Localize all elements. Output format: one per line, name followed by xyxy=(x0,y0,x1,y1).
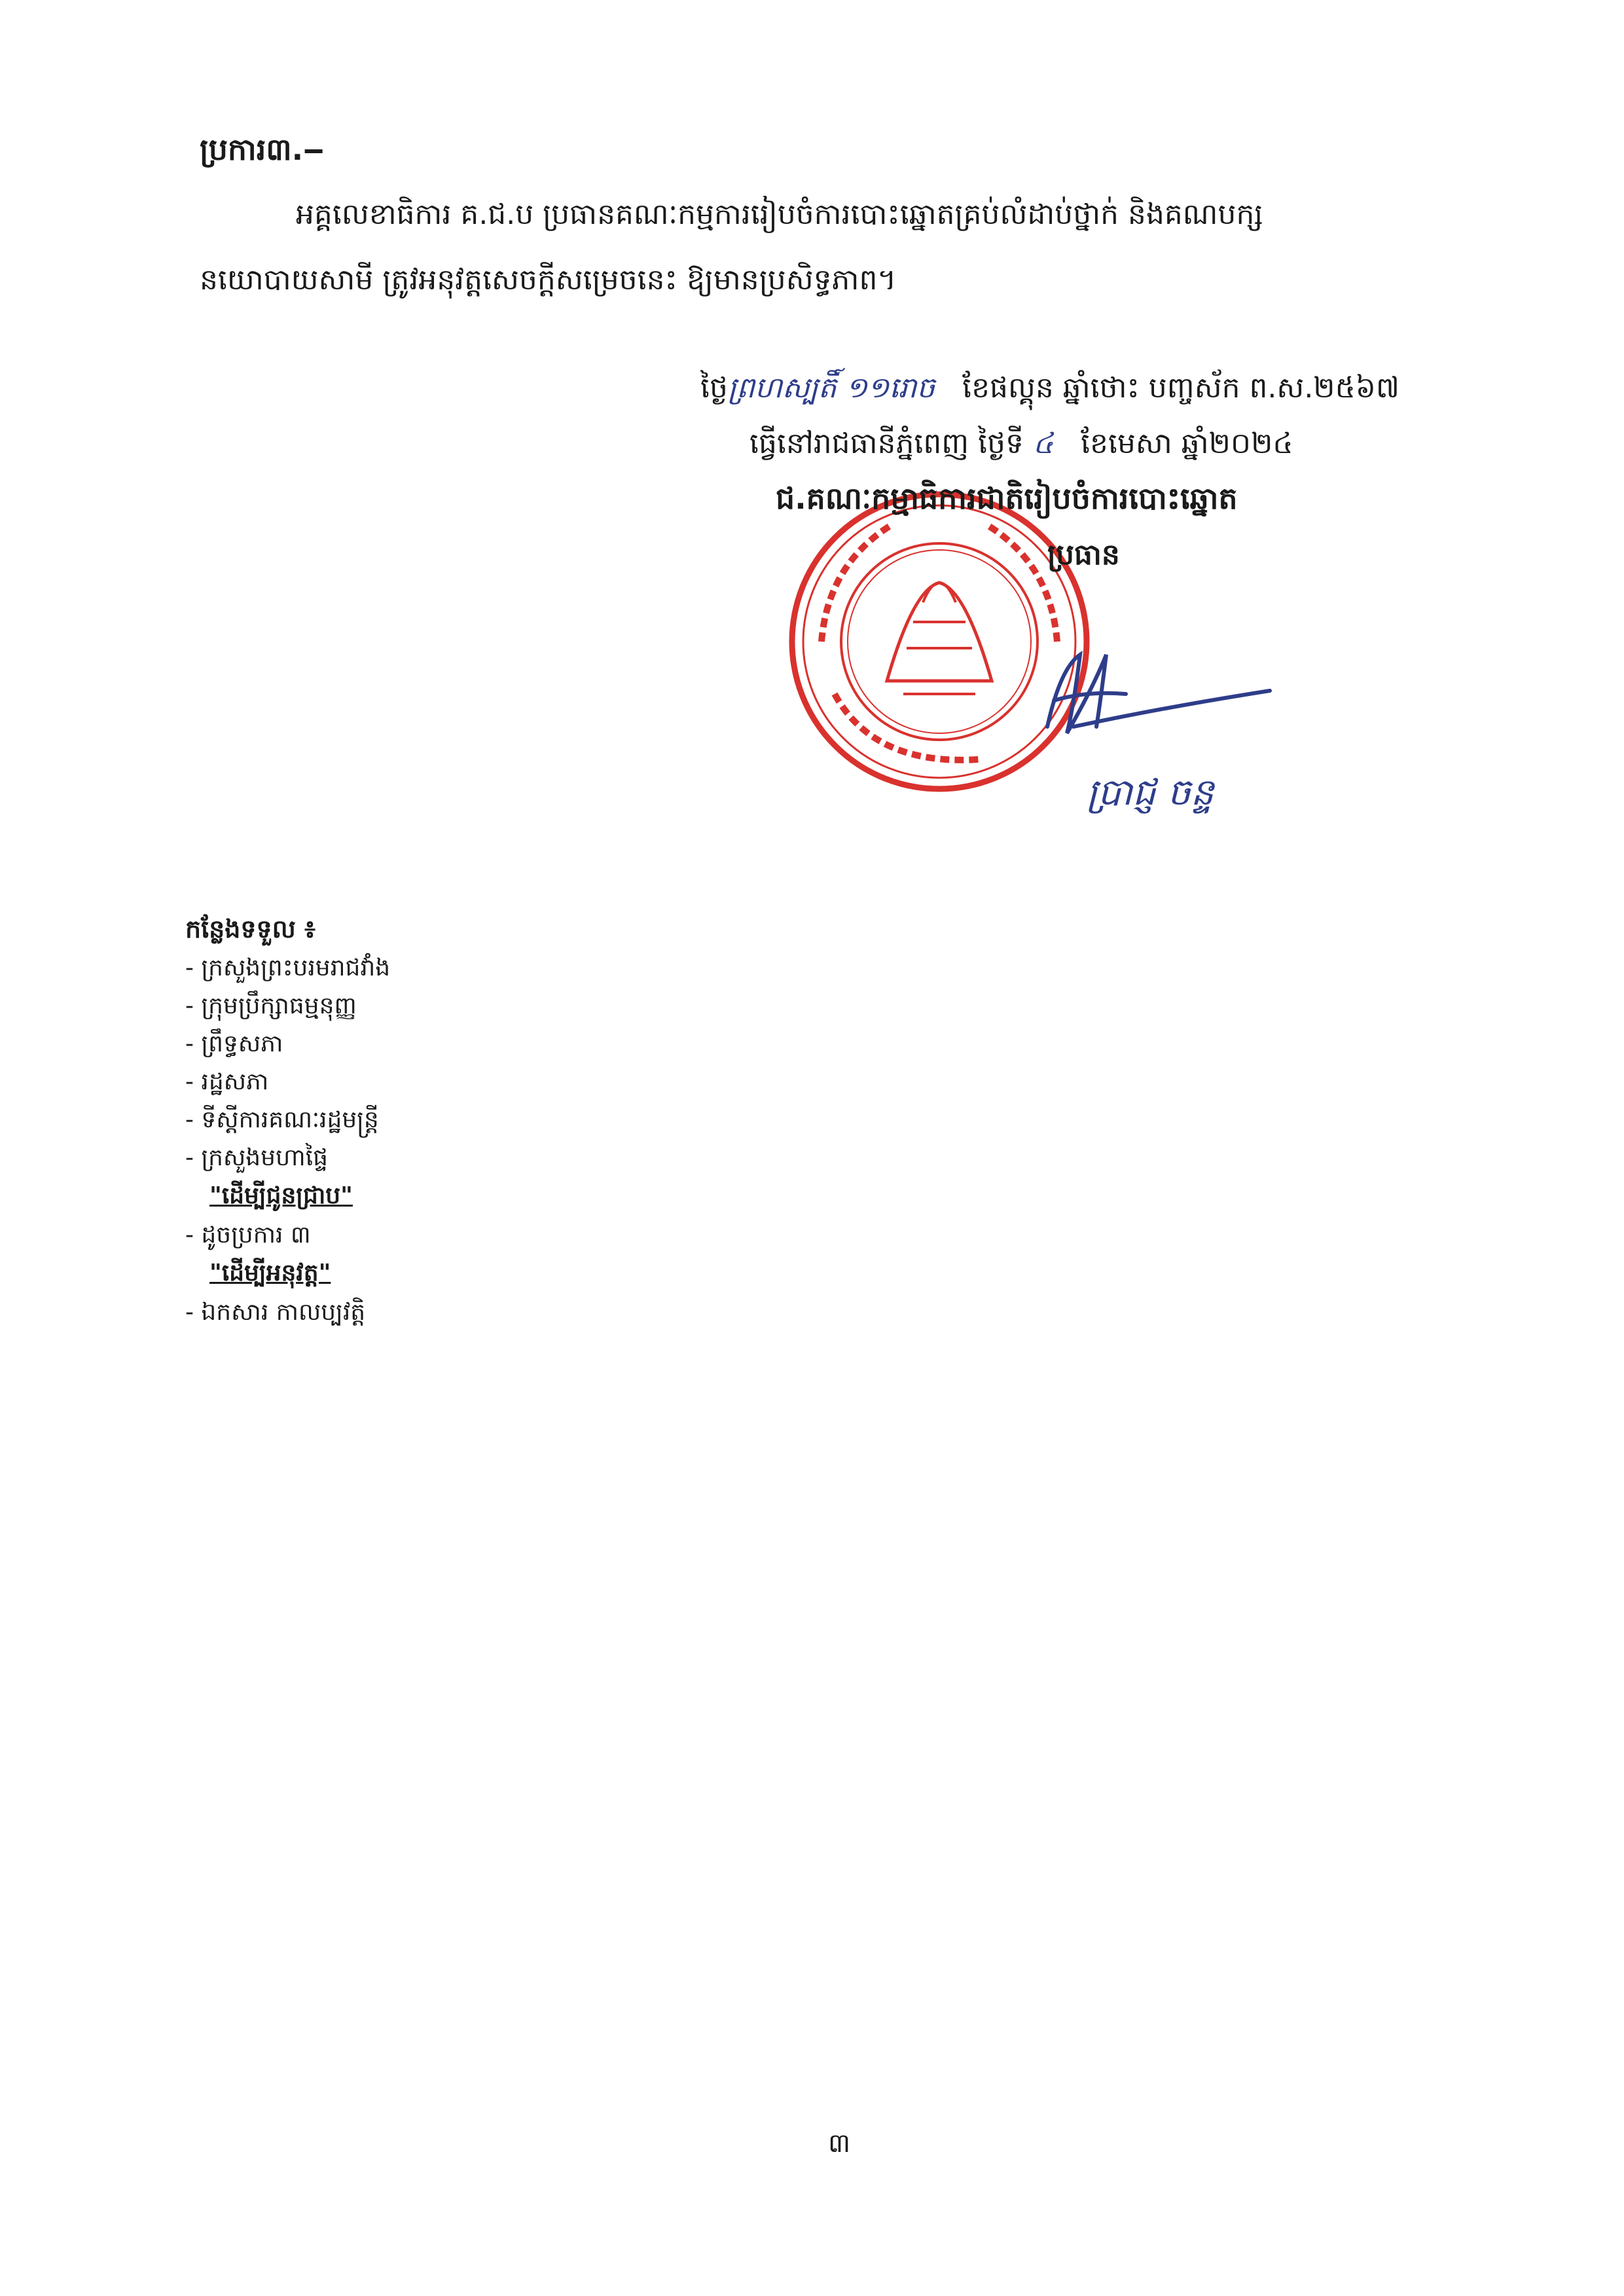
recipient-item: - ក្រសួងមហាផ្ទៃ xyxy=(185,1144,328,1171)
body-line-2: នយោបាយសាមី ត្រូវអនុវត្តសេចក្ដីសម្រេចនេះ ឱ្យមានប្រសិទ្ធភាព។ xyxy=(200,263,897,297)
page-number: ៣ xyxy=(828,2128,851,2159)
lunar-handwritten: ព្រហស្បតិ៍ ១១រោច xyxy=(727,371,935,405)
solar-rest: ខែមេសា ឆ្នាំ២០២៤ xyxy=(1081,427,1293,460)
purpose-implement: "ដើម្បីអនុវត្ត" xyxy=(209,1260,331,1286)
recipient-item: - រដ្ឋសភា xyxy=(185,1068,269,1095)
signer-name: ប្រាជ្ញ ចន្ទ xyxy=(1087,771,1214,814)
article-title: ប្រការ៣.‒ xyxy=(200,132,325,167)
solar-date-line xyxy=(749,426,1293,467)
recipient-item: - ព្រឹទ្ធសភា xyxy=(185,1030,283,1057)
handwritten-signature xyxy=(1034,629,1296,759)
recipient-item: - ទីស្ដីការគណៈរដ្ឋមន្ត្រី xyxy=(185,1106,379,1133)
signer-role: ប្រធាន xyxy=(1047,538,1120,572)
recipient-item: - ក្រុមប្រឹក្សាធម្មនុញ្ញ xyxy=(185,993,357,1019)
recipient-item: - ឯកសារ កាលប្បវត្តិ xyxy=(185,1299,366,1326)
recipient-item: - ក្រសួងព្រះបរមរាជវាំង xyxy=(185,955,391,981)
lunar-rest: ខែផល្គុន ឆ្នាំថោះ បញ្ចស័ក ព.ស.២៥៦៧ xyxy=(962,371,1399,405)
lunar-prefix: ថ្ងៃ xyxy=(700,371,728,405)
lunar-date-line xyxy=(700,370,1399,412)
institution-name: ជ.គណៈកម្មាធិការជាតិរៀបចំការបោះឆ្នោត xyxy=(776,481,1238,516)
purpose-inform: "ដើម្បីជូនជ្រាប" xyxy=(209,1182,353,1209)
solar-handwritten: ៤ xyxy=(1032,427,1054,460)
body-line-1: អគ្គលេខាធិការ គ.ជ.ប ប្រធានគណៈកម្មការរៀបចំការបោះឆ្នោតគ្រប់លំដាប់ថ្នាក់ និងគណបក្ស xyxy=(296,198,1263,231)
recipient-item: - ដូចប្រការ ៣ xyxy=(185,1222,311,1248)
solar-prefix: ធ្វើនៅរាជធានីភ្នំពេញ ថ្ងៃទី xyxy=(749,427,1024,460)
recipients-title: កន្លែងទទួល ៖ xyxy=(185,915,316,943)
